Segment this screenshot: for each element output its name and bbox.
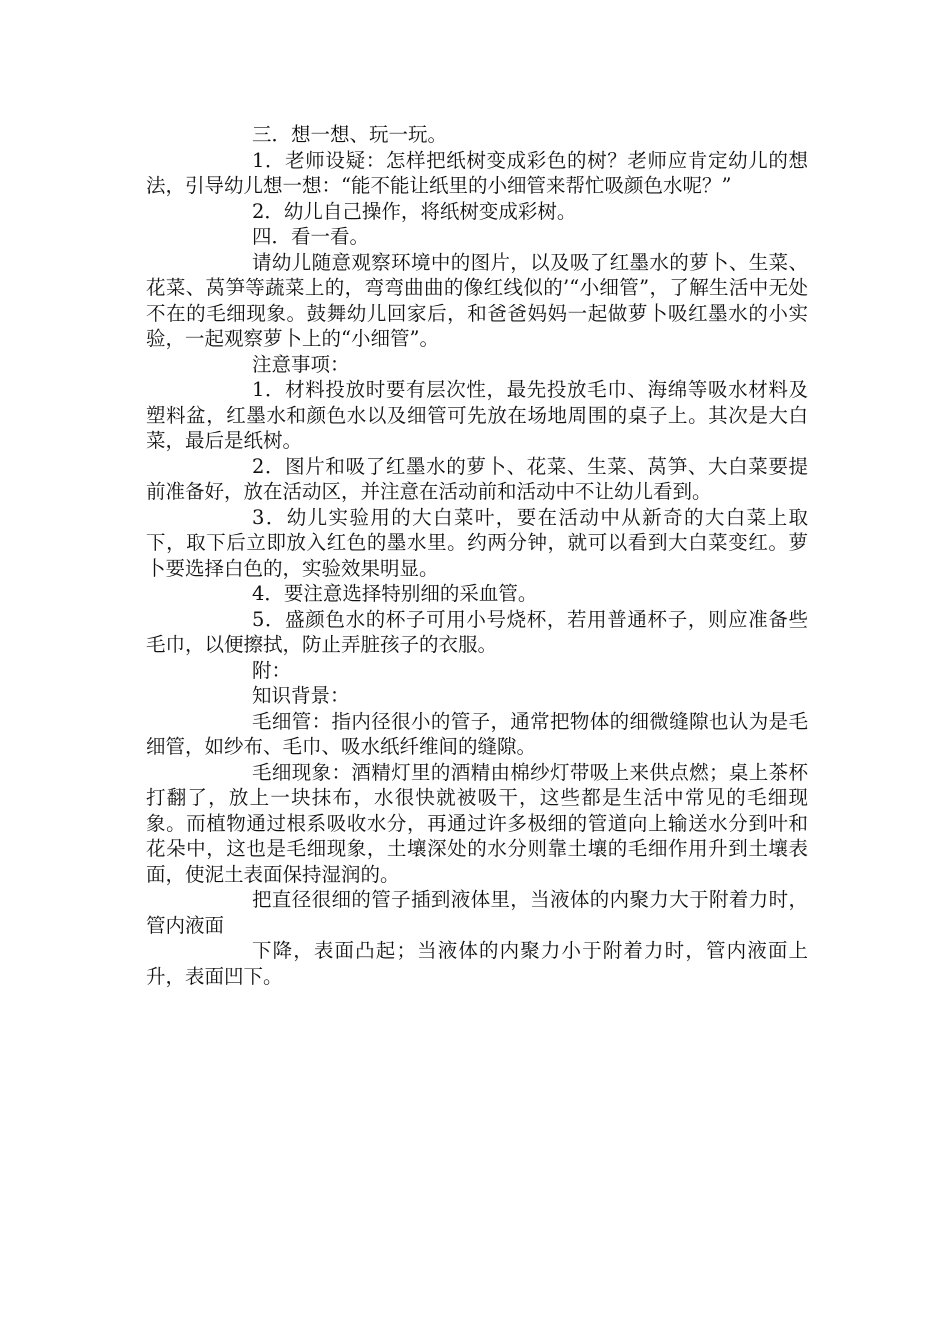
note-item-1: 1．材料投放时要有层次性，最先投放毛巾、海绵等吸水材料及塑料盆，红墨水和颜色水以及细管可先放在场地周围的桌子上。其次是大白菜，最后是纸树。: [146, 378, 808, 452]
paragraph-child-operation: 2．幼儿自己操作，将纸树变成彩树。: [252, 199, 577, 223]
section-heading-think-play: 三．想一想、玩一玩。: [252, 123, 448, 146]
note-item-2: 2．图片和吸了红墨水的萝卜、花菜、生菜、莴笋、大白菜要提前准备好，放在活动区，并注意在活动前和活动中不让幼儿看到。: [146, 454, 808, 503]
document-body: [146, 122, 808, 989]
note-item-4: 4．要注意选择特别细的采血管。: [252, 582, 538, 605]
appendix-heading: 附：: [252, 658, 292, 682]
paragraph-observe-environment: 请幼儿随意观察环境中的图片，以及吸了红墨水的萝卜、生菜、花菜、莴笋等蔬菜上的，弯弯曲曲的像红线似的’“小细管”，了解生活中无处不在的毛细现象。鼓舞幼儿回家后，和爸爸妈妈一起做萝卜吸红墨水的小实验，一起观察萝卜上的“小细管”。: [146, 250, 808, 350]
section-heading-notes: 注意事项：: [252, 352, 350, 376]
paragraph-teacher-question: 1．老师设疑：怎样把纸树变成彩色的树？老师应肯定幼儿的想法，引导幼儿想一想：“能不能让纸里的小细管来帮忙吸颜色水呢？”: [146, 148, 808, 197]
note-item-5: 5．盛颜色水的杯子可用小号烧杯，若用普通杯子，则应准备些毛巾，以便擦拭，防止弄脏孩子的衣服。: [146, 607, 808, 656]
knowledge-background-heading: 知识背景：: [252, 684, 350, 707]
section-heading-look: 四．看一看。: [252, 225, 370, 248]
note-item-3: 3．幼儿实验用的大白菜叶，要在活动中从新奇的大白菜上取下，取下后立即放入红色的墨水里。约两分钟，就可以看到大白菜变红。萝卜要选择白色的，实验效果明显。: [146, 505, 808, 580]
paragraph-capillary-phenomenon: 毛细现象：酒精灯里的酒精由棉纱灯带吸上来供点燃；桌上茶杯打翻了，放上一块抹布，水很快就被吸干，这些都是生活中常见的毛细现象。而植物通过根系吸收水分，再通过许多极细的管道向上输送水分到叶和花朵中，这也是毛细现象，土壤深处的水分则靠土壤的毛细作用升到土壤表面，使泥土表面保持湿润的。: [146, 760, 808, 886]
paragraph-thin-tube-part-1: 把直径很细的管子插到液体里，当液体的内聚力大于附着力时，管内液面: [146, 888, 808, 937]
paragraph-thin-tube-part-2: 下降，表面凸起；当液体的内聚力小于附着力时，管内液面上升，表面凹下。: [146, 939, 808, 988]
paragraph-capillary-definition: 毛细管：指内径很小的管子，通常把物体的细微缝隙也认为是毛细管，如纱布、毛巾、吸水纸纤维间的缝隙。: [146, 709, 808, 758]
